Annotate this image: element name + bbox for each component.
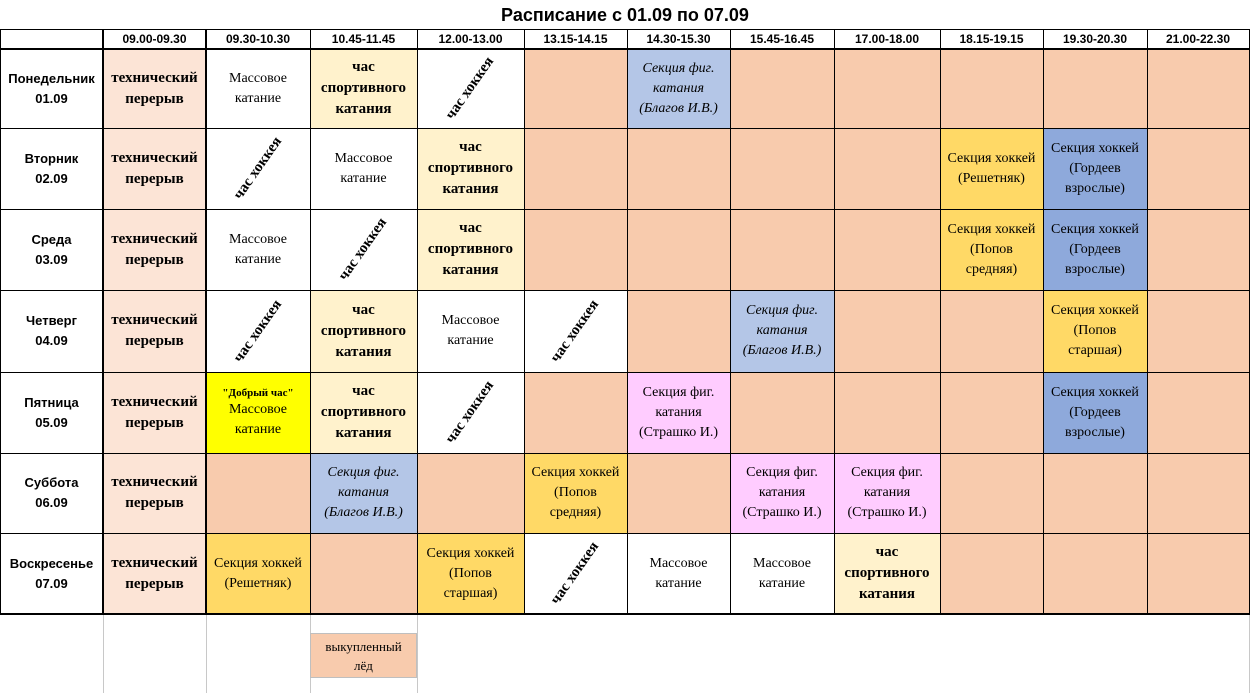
day-label: [0, 372, 103, 453]
table-border: [627, 29, 628, 614]
table-border: [0, 372, 1250, 373]
schedule-cell: [417, 453, 524, 533]
session-label: технический перерыв: [111, 312, 198, 349]
session-label: технический перерыв: [111, 230, 198, 268]
table-border: [524, 29, 525, 614]
schedule-cell: [206, 453, 310, 533]
day-name: Воскресенье: [9, 555, 94, 571]
session-label: Секция фиг. катания (Благов И.В.): [639, 60, 718, 116]
schedule-cell: [1147, 49, 1249, 128]
schedule-cell: [310, 290, 417, 372]
schedule-cell: [1147, 533, 1249, 614]
kind-hour-label: "Добрый час": [222, 386, 294, 399]
schedule-cell: [730, 533, 834, 614]
schedule-cell: [417, 372, 524, 453]
schedule-cell: [417, 209, 524, 290]
schedule-cell: [1147, 453, 1249, 533]
hockey-hour-label: час хоккея: [442, 53, 498, 123]
session-label: Массовое катание: [228, 401, 287, 437]
day-name: Вторник: [24, 150, 79, 166]
session-label: Секция фиг. катания (Страшко И.): [639, 384, 718, 440]
table-border: [0, 29, 1, 614]
schedule-cell: [627, 290, 730, 372]
session-label: Секция фиг. катания (Страшко И.): [847, 465, 927, 520]
schedule-cell: [730, 453, 834, 533]
schedule-cell: [834, 372, 940, 453]
time-header: [730, 29, 834, 49]
schedule-cell: [417, 49, 524, 128]
time-header: [310, 29, 417, 49]
day-date: 05.09: [35, 414, 68, 430]
session-label: Массовое катание: [334, 150, 393, 186]
schedule-cell: [834, 290, 940, 372]
session-label: Массовое катание: [441, 313, 500, 348]
session-label: Секция хоккей (Решетняк): [947, 150, 1036, 186]
schedule-cell: [103, 290, 206, 372]
session-label: час спортивного катания: [427, 220, 514, 278]
schedule-cell: [940, 453, 1043, 533]
table-border: [0, 128, 1250, 129]
session-label: Секция хоккей (Попов старшая): [1051, 303, 1139, 358]
day-label: [0, 128, 103, 209]
schedule-cell: [524, 453, 627, 533]
schedule-cell: [417, 533, 524, 614]
session-label: технический перерыв: [111, 393, 198, 431]
schedule-cell: [730, 290, 834, 372]
session-label: Секция фиг. катания (Страшко И.): [742, 465, 822, 520]
schedule-cell: [940, 533, 1043, 614]
schedule-cell: [834, 128, 940, 209]
schedule-cell: [1043, 533, 1147, 614]
table-border: [310, 29, 311, 614]
schedule-cell: [103, 372, 206, 453]
hockey-hour-label: час хоккея: [442, 377, 498, 447]
schedule-cell: [524, 209, 627, 290]
table-border: [1043, 29, 1044, 614]
schedule-cell: [627, 209, 730, 290]
time-header: [524, 29, 627, 49]
legend-paid-ice: [310, 633, 417, 678]
day-label: [0, 290, 103, 372]
day-name: Понедельник: [8, 70, 95, 86]
schedule-cell: [1043, 372, 1147, 453]
session-label: час спортивного катания: [320, 383, 407, 441]
time-header: [940, 29, 1043, 49]
day-label: [0, 209, 103, 290]
day-date: 02.09: [35, 170, 68, 186]
session-label: Секция хоккей (Попов старшая): [426, 545, 515, 601]
session-label: Секция хоккей (Попов средняя): [531, 465, 620, 520]
schedule-cell: [417, 128, 524, 209]
session-label: технический перерыв: [111, 554, 198, 592]
table-border: [0, 290, 1250, 291]
table-border: [834, 29, 835, 614]
table-border: [0, 533, 1250, 534]
schedule-cell: [310, 49, 417, 128]
grid-line: [206, 614, 207, 693]
grid-line: [417, 614, 418, 693]
time-header: [834, 29, 940, 49]
schedule-cell: [940, 128, 1043, 209]
time-header: [206, 29, 310, 49]
schedule-cell: [206, 209, 310, 290]
schedule-title: Расписание с 01.09 по 07.09: [501, 5, 749, 25]
schedule-cell: [206, 290, 310, 372]
schedule-cell: [627, 49, 730, 128]
hockey-hour-label: час хоккея: [335, 214, 391, 284]
day-date: 04.09: [35, 333, 68, 348]
schedule-cell: [524, 372, 627, 453]
schedule-cell: [1043, 128, 1147, 209]
time-header: [627, 29, 730, 49]
schedule-cell: [834, 453, 940, 533]
table-border: [1147, 29, 1148, 614]
session-label: Секция хоккей (Гордеев взрослые): [1051, 221, 1139, 277]
schedule-cell: [1043, 209, 1147, 290]
schedule-cell: [1043, 49, 1147, 128]
schedule-cell: [103, 49, 206, 128]
session-label: Массовое катание: [229, 231, 287, 267]
schedule-cell: [524, 290, 627, 372]
grid-line: [103, 614, 104, 693]
schedule-cell: [103, 128, 206, 209]
schedule-cell: [730, 128, 834, 209]
schedule-cell: [310, 533, 417, 614]
time-header-label: 09.00-09.30: [122, 32, 187, 46]
time-header-label: 21.00-22.30: [1165, 32, 1231, 46]
time-header-label: 19.30-20.30: [1062, 32, 1128, 46]
table-border: [730, 29, 731, 614]
time-header: [417, 29, 524, 49]
schedule-cell: [834, 49, 940, 128]
session-label: технический перерыв: [111, 474, 198, 511]
time-header-label: 14.30-15.30: [646, 32, 711, 46]
schedule-cell: [730, 49, 834, 128]
session-label: час спортивного катания: [320, 301, 407, 360]
schedule-cell: [940, 49, 1043, 128]
session-label: Секция хоккей (Гордеев взрослые): [1051, 384, 1139, 440]
hockey-hour-label: час хоккея: [547, 538, 603, 608]
schedule-cell: [730, 372, 834, 453]
time-header-label: 12.00-13.00: [438, 32, 503, 46]
schedule-cell: [206, 372, 310, 453]
day-label: [0, 49, 103, 128]
table-border: [0, 209, 1250, 210]
session-label: Секция фиг. катания (Благов И.В.): [324, 465, 403, 520]
time-header-label: 10.45-11.45: [331, 32, 396, 46]
schedule-cell: [834, 209, 940, 290]
table-border: [0, 29, 1250, 30]
time-header-label: 09.30-10.30: [225, 32, 291, 46]
day-name: Пятница: [24, 394, 79, 410]
time-header: [1043, 29, 1147, 49]
session-label: час спортивного катания: [427, 139, 514, 197]
schedule-cell: [310, 128, 417, 209]
schedule-cell: [1147, 128, 1249, 209]
time-header-label: 18.15-19.15: [959, 32, 1024, 46]
day-name: Среда: [31, 231, 72, 247]
legend-label: выкупленный лёд: [325, 638, 402, 673]
schedule-cell: [730, 209, 834, 290]
session-label: час спортивного катания: [844, 544, 930, 602]
session-label: технический перерыв: [111, 69, 198, 107]
schedule-cell: [524, 49, 627, 128]
table-border: [0, 613, 1250, 615]
schedule-cell: [524, 533, 627, 614]
schedule-cell: [1147, 372, 1249, 453]
schedule-cell: [940, 372, 1043, 453]
day-date: 01.09: [35, 90, 68, 106]
day-name: Четверг: [26, 313, 77, 328]
schedule-cell: [310, 453, 417, 533]
schedule-cell: [524, 128, 627, 209]
day-date: 03.09: [35, 251, 68, 267]
schedule-cell: [627, 128, 730, 209]
schedule-cell: [1043, 453, 1147, 533]
day-label: [0, 533, 103, 614]
hockey-hour-label: час хоккея: [547, 296, 603, 365]
hockey-hour-label: час хоккея: [230, 133, 285, 203]
table-border: [205, 29, 207, 614]
schedule-cell: [417, 290, 524, 372]
session-label: технический перерыв: [111, 149, 198, 187]
time-header-label: 13.15-14.15: [543, 32, 608, 46]
table-border: [417, 29, 418, 614]
schedule-cell: [206, 128, 310, 209]
time-header: [103, 29, 206, 49]
day-date: 07.09: [35, 575, 68, 591]
hockey-hour-label: час хоккея: [230, 296, 285, 365]
schedule-cell: [627, 453, 730, 533]
table-border: [102, 29, 104, 614]
time-header-label: 15.45-16.45: [749, 32, 815, 46]
session-label: Массовое катание: [649, 555, 708, 591]
session-label: Секция хоккей (Гордеев взрослые): [1051, 140, 1139, 196]
time-header: [1147, 29, 1249, 49]
schedule-cell: [103, 209, 206, 290]
schedule-cell: [206, 49, 310, 128]
schedule-cell: [940, 209, 1043, 290]
time-header-label: 17.00-18.00: [854, 32, 920, 46]
table-border: [0, 48, 1250, 50]
schedule-cell: [940, 290, 1043, 372]
schedule-cell: [1043, 290, 1147, 372]
schedule-cell: [310, 372, 417, 453]
table-border: [0, 453, 1250, 454]
session-label: Массовое катание: [753, 555, 811, 591]
day-label: [0, 453, 103, 533]
session-label: Секция хоккей (Попов средняя): [947, 221, 1036, 277]
schedule-cell: [310, 209, 417, 290]
session-label: Секция хоккей (Решетняк): [214, 555, 302, 591]
schedule-cell: [627, 372, 730, 453]
schedule-cell: [103, 533, 206, 614]
session-label: Массовое катание: [229, 70, 287, 106]
schedule-cell: [206, 533, 310, 614]
schedule-cell: [627, 533, 730, 614]
schedule-cell: [103, 453, 206, 533]
session-label: Секция фиг. катания (Благов И.В.): [742, 303, 822, 358]
day-date: 06.09: [35, 495, 68, 510]
schedule-cell: [1147, 290, 1249, 372]
table-border: [940, 29, 941, 614]
schedule-cell: [834, 533, 940, 614]
session-label: час спортивного катания: [320, 59, 407, 117]
schedule-cell: [1147, 209, 1249, 290]
day-name: Суббота: [24, 475, 79, 490]
